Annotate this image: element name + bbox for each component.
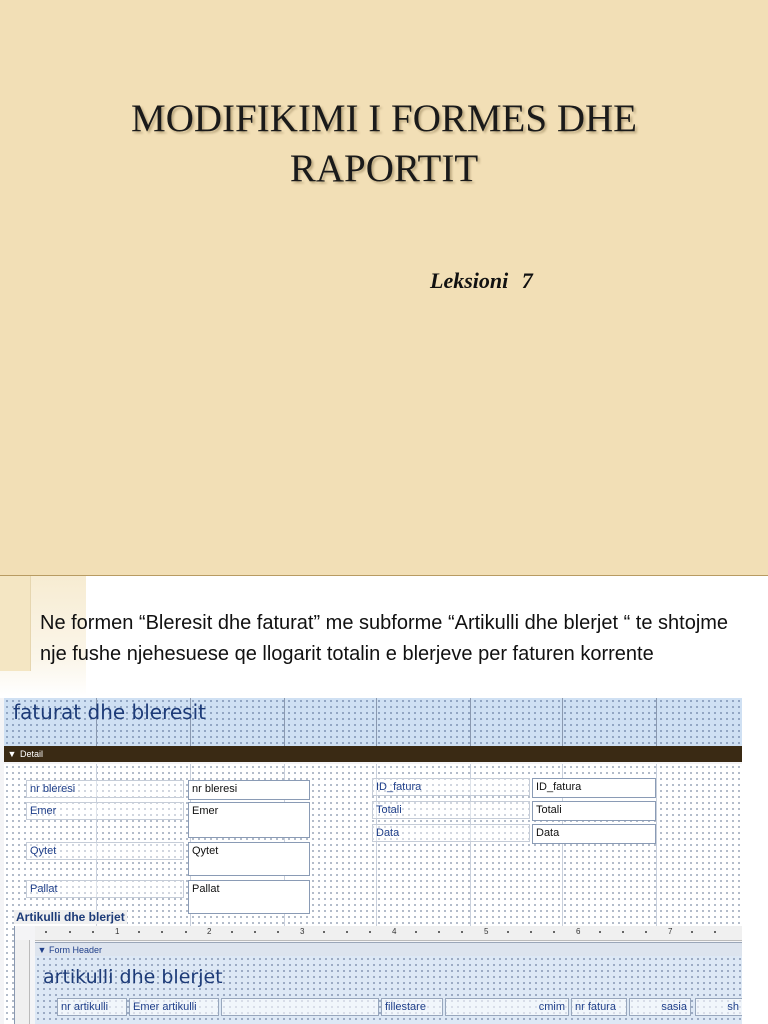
ruler-number: 6 [576,927,581,936]
ruler-tick [507,931,509,933]
ruler-tick [323,931,325,933]
ruler-tick [691,931,693,933]
slide-subtitle: Leksioni 7 [430,268,533,293]
content-slide [0,576,768,1024]
slide-title-line2: RAPORTIT [289,147,479,190]
horizontal-ruler [35,926,742,941]
label-id-fatura[interactable]: ID_fatura [372,778,530,796]
corner-decoration-tab [0,576,31,671]
column-label-nr-fatura[interactable]: nr fatura [571,998,627,1016]
ruler-tick [45,931,47,933]
form-title-label[interactable]: faturat dhe bleresit [13,700,206,724]
access-design-view [0,698,742,1024]
column-label-spacer[interactable] [221,998,379,1016]
section-arrow-icon: ▼ [37,945,47,955]
ruler-number: 4 [392,927,397,936]
subform-title-label[interactable]: artikulli dhe blerjet [43,966,223,988]
ruler-tick [438,931,440,933]
subform-label[interactable]: Artikulli dhe blerjet [16,910,125,924]
ruler-tick [346,931,348,933]
grid-line [470,698,471,746]
form-header-label: Form Header [49,945,103,955]
column-label-cmim[interactable]: cmim [445,998,569,1016]
column-label-sasia[interactable]: sasia [629,998,691,1016]
slide-title-line1: MODIFIKIMI I FORMES DHE [131,97,637,140]
label-data[interactable]: Data [372,824,530,842]
textbox-emer[interactable]: Emer [188,802,310,838]
label-pallat[interactable]: Pallat [26,880,184,898]
ruler-tick [461,931,463,933]
column-label-fillestare[interactable]: fillestare [381,998,443,1016]
detail-label: Detail [20,749,44,759]
ruler-tick [69,931,71,933]
ruler-tick [530,931,532,933]
grid-line [376,698,377,746]
ruler-tick [415,931,417,933]
textbox-nr-bleresi[interactable]: nr bleresi [188,780,310,800]
grid-line [562,698,563,746]
column-label-emer-artikulli[interactable]: Emer artikulli [129,998,219,1016]
ruler-tick [622,931,624,933]
ruler-tick [161,931,163,933]
grid-line [284,698,285,746]
detail-section-bar[interactable] [4,746,742,762]
ruler-number: 3 [300,927,305,936]
label-qytet[interactable]: Qytet [26,842,184,860]
ruler-tick [553,931,555,933]
textbox-pallat[interactable]: Pallat [188,880,310,914]
vertical-ruler [15,940,30,1024]
ruler-tick [714,931,716,933]
textbox-qytet[interactable]: Qytet [188,842,310,876]
label-nr-bleresi[interactable]: nr bleresi [26,780,184,798]
ruler-tick [254,931,256,933]
subform-header-section [35,956,742,1024]
grid-line [656,698,657,746]
ruler-tick [277,931,279,933]
ruler-number: 2 [207,927,212,936]
subform-control[interactable] [14,926,742,1024]
ruler-number: 1 [115,927,120,936]
ruler-tick [185,931,187,933]
ruler-tick [138,931,140,933]
ruler-tick [231,931,233,933]
ruler-tick [599,931,601,933]
textbox-id-fatura[interactable]: ID_fatura [532,778,656,798]
slide-title [0,94,768,194]
column-label-nr-artikulli[interactable]: nr artikulli [57,998,127,1016]
ruler-number: 7 [668,927,673,936]
textbox-data[interactable]: Data [532,824,656,844]
column-label-sh[interactable]: sh [695,998,742,1016]
ruler-tick [369,931,371,933]
label-emer[interactable]: Emer [26,802,184,820]
label-totali[interactable]: Totali [372,801,530,819]
textbox-totali[interactable]: Totali [532,801,656,821]
form-header-section [4,698,742,746]
section-arrow-icon: ▼ [7,749,17,759]
ruler-number: 5 [484,927,489,936]
ruler-tick [645,931,647,933]
ruler-tick [92,931,94,933]
slide-body-text: Ne formen “Bleresit dhe faturat” me subforme “Artikulli dhe blerjet “ te shtojme nje fushe njehesuese qe llogarit totalin e blerjeve per faturen korrente [40,612,729,665]
